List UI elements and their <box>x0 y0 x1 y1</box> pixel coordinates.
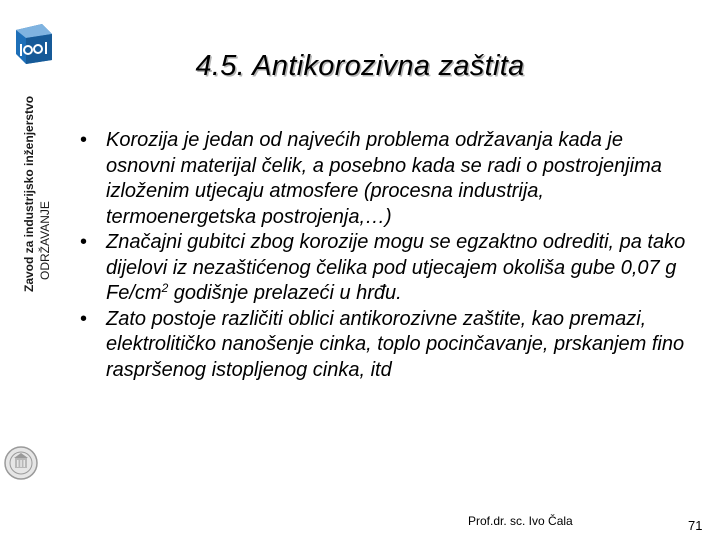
bullet-text-continued: godišnje prelazeći u hrđu. <box>168 282 402 304</box>
bullet-text: Značajni gubitci zbog korozije mogu se egzaktno odrediti, pa tako dijelovi iz nezaštićenog čelika pod utjecajem okoliša gube 0,07 g Fe/cm <box>106 231 686 304</box>
bullet-item <box>80 230 690 307</box>
bullet-item <box>80 128 690 230</box>
footer-author: Prof.dr. sc. Ivo Čala <box>468 514 573 528</box>
superscript: 2 <box>161 281 169 295</box>
bullet-text: Zato postoje različiti oblici antikorozivne zaštite, kao premazi, elektrolitičko nanošenje cinka, toplo pocinčavanje, prskanjem fino raspršenog istopljenog cinka, itd <box>106 307 685 381</box>
bullet-dot: • <box>80 307 88 330</box>
slide-title: 4.5. Antikorozivna zaštita <box>195 50 525 82</box>
bullet-dot: • <box>80 129 88 151</box>
side-subject-label: ODRŽAVANJE <box>38 201 52 280</box>
side-org-label: Zavod za industrijsko inženjerstvo <box>22 95 36 292</box>
bullet-item <box>80 307 690 384</box>
bullet-dot: • <box>80 231 88 253</box>
page-number: 71 <box>688 518 703 533</box>
bullet-text: Korozija je jedan od najvećih problema održavanja kada je osnovni materijal čelik, a posebno kada se radi o postrojenjima izloženim utjecaju atmosfere (procesna industrija, termoenergetska postrojenja,…) <box>106 129 662 228</box>
university-seal-icon <box>4 446 38 480</box>
bullet-list <box>80 128 690 383</box>
